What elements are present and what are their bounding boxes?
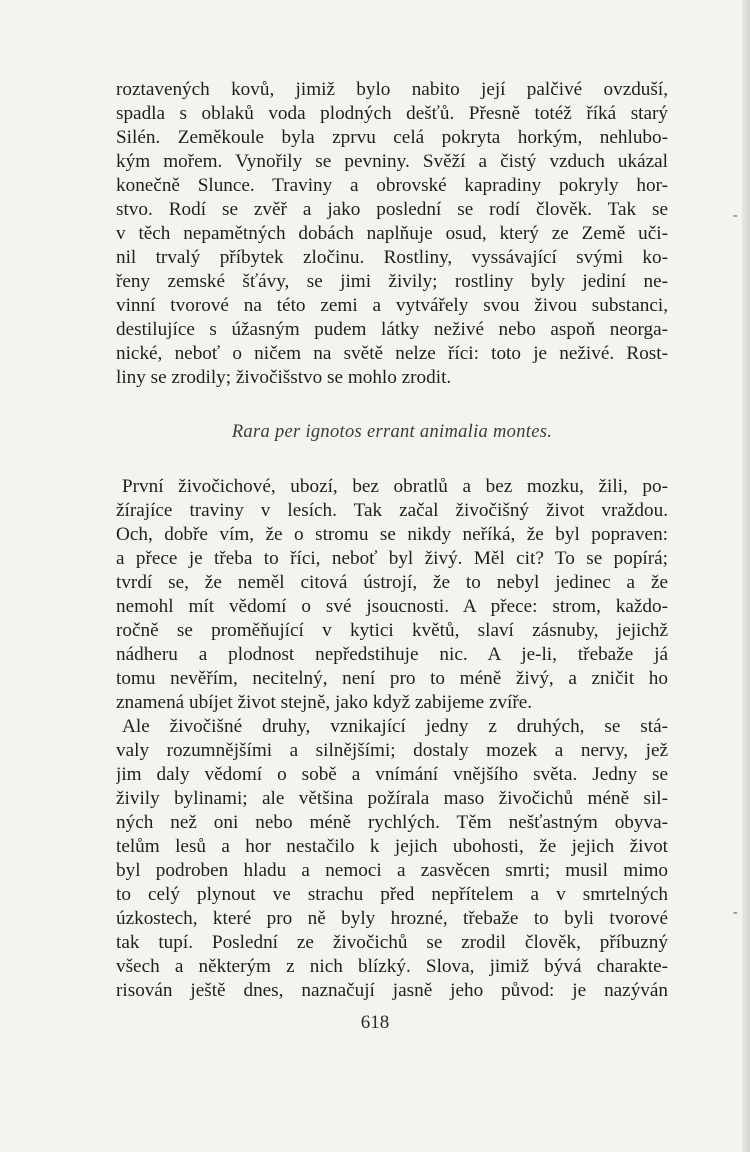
text-line: roztavených kovů, jimiž bylo nabito její palčivé ovzduší, — [116, 79, 668, 100]
text-line: to celý plynout ve strachu před nepřítelem a v smrtelných — [116, 884, 668, 905]
text-line: nické, neboť o ničem na světě nelze říci: toto je neživé. Rost- — [116, 343, 668, 364]
epigraph: Rara per ignotos errant animalia montes. — [231, 422, 553, 442]
text-line: jim daly vědomí o sobě a vnímání vnějšího světa. Jedny se — [116, 764, 668, 785]
text-line: ných než oni nebo méně rychlých. Těm nešťastným obyva- — [116, 812, 668, 833]
text-line: vinní tvorové na této zemi a vytvářely svou živou substanci, — [116, 295, 668, 316]
text-line: risován ještě dnes, naznačují jasně jeho původ: je nazýván — [116, 980, 668, 1001]
text-line: nil trvalý příbytek zločinu. Rostliny, vyssávající svými ko- — [116, 247, 668, 268]
paragraph-2 — [116, 475, 668, 715]
text-line: spadla s oblaků voda plodných dešťů. Přesně totéž říká starý — [116, 103, 668, 124]
text-line: Silén. Zeměkoule byla zprvu celá pokryta horkým, nehlubo- — [116, 127, 668, 148]
text-line: nádheru a plodnost nepředstihuje nic. A je-li, třebaže já — [116, 644, 668, 665]
margin-mark: - — [733, 208, 738, 223]
page-number: 618 — [360, 1012, 390, 1033]
text-line: znamená ubíjet život stejně, jako když zabijeme zvíře. — [116, 692, 533, 713]
text-line: stvo. Rodí se zvěř a jako poslední se rodí člověk. Tak se — [116, 199, 668, 220]
text-line: a přece je třeba to říci, neboť byl živý. Měl cit? To se popírá; — [116, 548, 668, 569]
text-line: živily bylinami; ale většina požírala maso živočichů méně sil- — [116, 788, 668, 809]
text-line: telům lesů a hor nestačilo k jejich ubohosti, že jejich život — [116, 836, 668, 857]
paragraph-1 — [116, 78, 668, 390]
text-line: úzkostech, které pro ně byly hrozné, třebaže to byli tvorové — [116, 908, 668, 929]
text-line: Och, dobře vím, že o stromu se nikdy neříká, že byl popraven: — [116, 524, 668, 545]
text-line: nemohl mít vědomí o své jsoucnosti. A přece: strom, každo- — [116, 596, 668, 617]
text-line: v těch nepamětných dobách naplňuje osud, který ze Země uči- — [116, 223, 668, 244]
text-line: konečně Slunce. Traviny a obrovské kapradiny pokryly hor- — [116, 175, 668, 196]
text-line: tomu nevěřím, necitelný, není pro to méně živý, a zničit ho — [116, 668, 668, 689]
text-line: destilujíce s úžasným pudem látky neživé nebo aspoň neorga- — [116, 319, 668, 340]
text-line: Ale živočišné druhy, vznikající jedny z druhých, se stá- — [122, 716, 668, 737]
text-line: všech a některým z nich blízký. Slova, jimiž bývá charakte- — [116, 956, 668, 977]
text-line: žírajíce traviny v lesích. Tak začal živočišný život vraždou. — [116, 500, 668, 521]
text-line: kým mořem. Vynořily se pevniny. Svěží a čistý vzduch ukázal — [116, 151, 668, 172]
text-line: liny se zrodily; živočišstvo se mohlo zrodit. — [116, 367, 452, 388]
text-line: tak tupí. Poslední ze živočichů se zrodil člověk, příbuzný — [116, 932, 668, 953]
text-line: První živočichové, ubozí, bez obratlů a bez mozku, žili, po- — [122, 476, 668, 497]
text-line: valy rozumnějšími a silnějšími; dostaly mozek a nervy, jež — [116, 740, 668, 761]
text-line: řeny zemské šťávy, se jimi živily; rostliny byly jediní ne- — [116, 271, 668, 292]
paragraph-3 — [116, 715, 668, 1003]
text-line: tvrdí se, že neměl citová ústrojí, že to nebyl jedinec a že — [116, 572, 668, 593]
page-edge-shadow — [742, 0, 750, 1152]
text-line: byl podroben hladu a nemoci a zasvěcen smrti; musil mimo — [116, 860, 668, 881]
margin-mark: - — [733, 905, 738, 920]
text-line: ročně se proměňující v kytici květů, slaví zásnuby, jejichž — [116, 620, 668, 641]
book-text-block — [116, 78, 668, 1003]
